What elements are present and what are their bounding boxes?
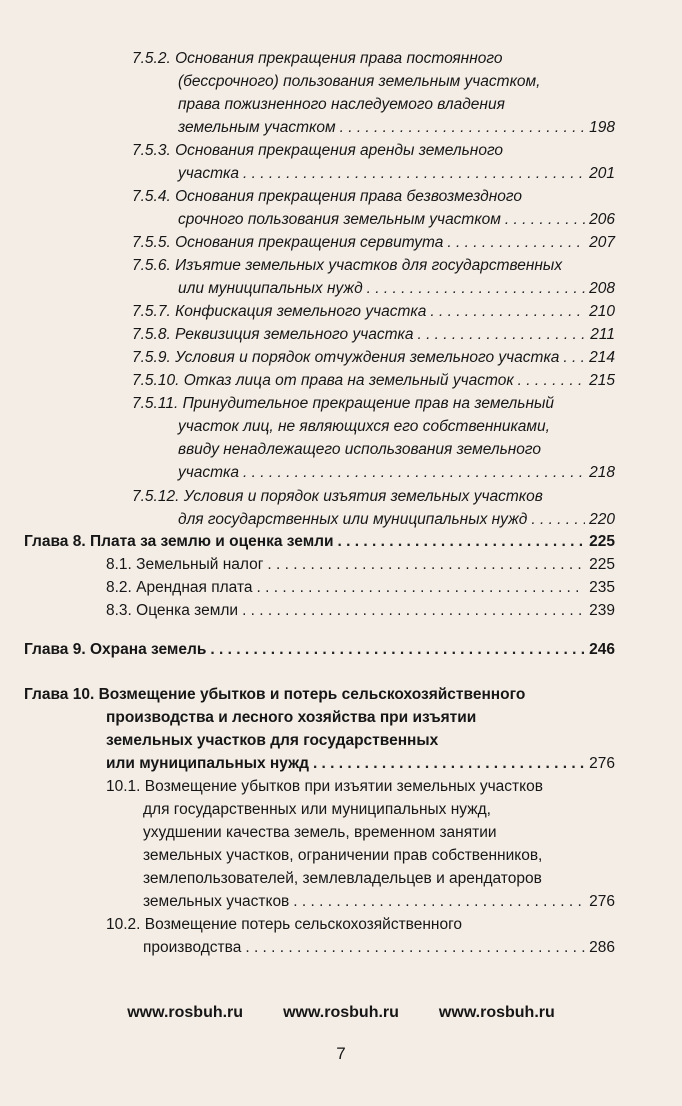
page-ref: 246 [589,641,615,658]
toc-item-text: (бессрочного) пользования земельным участком, [178,73,541,90]
toc-item-number: 7.5.5. [132,234,171,251]
toc-item-last-line [178,278,615,300]
page-ref: 276 [589,893,615,910]
toc-chapter-8 [24,531,615,553]
toc-item-8-2 [106,577,615,599]
toc-item-number: 7.5.9. [132,349,171,366]
page-ref: 210 [589,303,615,320]
page-ref: 225 [589,533,615,550]
leader-dots [505,209,585,231]
chapter-title-last-line [106,753,615,775]
leader-dots [531,509,585,531]
leader-dots [243,163,585,185]
toc-item-last-line [143,891,615,913]
toc-item-8-1 [106,554,615,576]
toc-item-text: Реквизиция земельного участка [175,326,414,343]
toc-item-text: ввиду ненадлежащего использования земельного [178,441,541,458]
leader-dots [340,117,586,139]
leader-dots [417,324,586,346]
toc-item-last-line [178,509,615,531]
toc-item-line [143,868,542,890]
chapter-title: земельных участков для государственных [106,732,439,749]
toc-item-line [143,822,497,844]
toc-item-7-5-7 [132,301,615,323]
toc-item-7-5-8 [132,324,615,346]
chapter-title: Глава 9. Охрана земель [24,641,207,658]
chapter-title: Глава 10. Возмещение убытков и потерь сельскохозяйственного [24,686,526,703]
toc-item-text: 10.2. Возмещение потерь сельскохозяйственного [106,916,463,933]
page-ref: 208 [589,280,615,297]
toc-item-last-line [143,937,615,959]
toc-item-last-line [178,462,615,484]
toc-item-number: 7.5.4. [132,188,171,205]
chapter-title-line [106,730,438,752]
toc-item-text: Условия и порядок изъятия земельных участков [183,488,543,505]
toc-item-text: или муниципальных нужд [178,280,363,297]
toc-item-number: 7.5.7. [132,303,171,320]
toc-item-text: Основания прекращения аренды земельного [175,142,504,159]
toc-item-last-line [178,209,615,231]
leader-dots [430,301,585,323]
toc-item-number: 7.5.2. [132,50,171,67]
toc-item-8-3 [106,600,615,622]
toc-item-number: 7.5.6. [132,257,171,274]
toc-item-text: землепользователей, землевладельцев и арендаторов [143,870,542,887]
toc-item-text: права пожизненного наследуемого владения [178,96,505,113]
page-ref: 215 [589,372,615,389]
page-ref: 214 [589,349,615,366]
toc-item-7-5-4 [132,186,522,208]
toc-item-7-5-11 [132,393,554,415]
page-ref: 198 [589,119,615,136]
page-ref: 220 [589,511,615,528]
leader-dots [313,753,585,775]
toc-item-text: земельным участком [178,119,336,136]
toc-item-line [178,71,540,93]
toc-item-text: Основания прекращения сервитута [175,234,444,251]
toc-item-number: 7.5.12. [132,488,180,505]
toc-item-text: для государственных или муниципальных нужд [178,511,528,528]
toc-chapter-10 [24,684,525,706]
toc-item-line [178,439,541,461]
toc-item-text: Принудительное прекращение прав на земельный [182,395,555,412]
toc-item-text: участок лиц, не являющихся его собственниками, [178,418,550,435]
toc-item-text: земельных участков, ограничении прав собственников, [143,847,543,864]
toc-item-text: 10.1. Возмещение убытков при изъятии земельных участков [106,778,543,795]
leader-dots [245,937,585,959]
page-ref: 276 [589,755,615,772]
leader-dots [338,531,586,553]
page-ref: 239 [589,602,615,619]
toc-item-text: участка [178,165,239,182]
page-number: 7 [336,1044,346,1063]
toc-item-7-5-5 [132,232,615,254]
leader-dots [293,891,585,913]
toc-item-text: Отказ лица от права на земельный участок [183,372,514,389]
leader-dots [447,232,585,254]
chapter-title: Глава 8. Плата за землю и оценка земли [24,533,334,550]
toc-item-number: 7.5.11. [132,395,179,412]
leader-dots [243,462,585,484]
toc-item-7-5-6 [132,255,562,277]
page-ref: 225 [589,556,615,573]
leader-dots [367,278,585,300]
page-ref: 201 [589,165,615,182]
toc-item-line [178,416,550,438]
toc-item-text: Изъятие земельных участков для государственных [175,257,563,274]
chapter-title-line [106,707,476,729]
page-ref: 211 [590,326,615,343]
footer-links [0,1004,682,1022]
page-ref: 286 [589,939,615,956]
toc-item-text: Основания прекращения права постоянного [175,50,503,67]
toc-item-7-5-9 [132,347,615,369]
toc-item-last-line [178,163,615,185]
toc-item-number: 7.5.3. [132,142,171,159]
toc-item-line [143,845,542,867]
page-ref: 206 [589,211,615,228]
toc-item-text: Основания прекращения права безвозмездного [175,188,522,205]
page-ref: 218 [589,464,615,481]
page-ref: 207 [589,234,615,251]
footer-link[interactable]: www.rosbuh.ru [283,1004,399,1021]
toc-chapter-9 [24,639,615,661]
toc-item-7-5-12 [132,486,543,508]
toc-item-text: Конфискация земельного участка [175,303,427,320]
toc-item-10-1 [106,776,543,798]
leader-dots [267,554,585,576]
leader-dots [242,600,585,622]
toc-item-7-5-2 [132,48,502,70]
toc-item-10-2 [106,914,462,936]
leader-dots [518,370,585,392]
page-ref: 235 [589,579,615,596]
leader-dots [563,347,585,369]
toc-item-text: ухудшении качества земель, временном занятии [143,824,497,841]
chapter-title: или муниципальных нужд [106,755,309,772]
footer-link[interactable]: www.rosbuh.ru [127,1004,244,1021]
toc-item-line [143,799,491,821]
leader-dots [257,577,586,599]
leader-dots [210,639,585,661]
toc-item-text: земельных участков [143,893,290,910]
toc-item-line [178,94,505,116]
toc-item-text: Условия и порядок отчуждения земельного участка [175,349,560,366]
toc-item-text: 8.1. Земельный налог [106,556,264,573]
toc-item-text: участка [178,464,239,481]
toc-item-text: срочного пользования земельным участком [178,211,501,228]
toc-item-text: 8.2. Арендная плата [106,579,253,596]
toc-item-last-line [178,117,615,139]
toc-item-text: производства [143,939,242,956]
toc-item-7-5-10 [132,370,615,392]
footer-link[interactable]: www.rosbuh.ru [438,1004,555,1021]
toc-item-number: 7.5.10. [132,372,180,389]
toc-item-text: для государственных или муниципальных нужд, [143,801,491,818]
chapter-title: производства и лесного хозяйства при изъятии [106,709,477,726]
toc-item-7-5-3 [132,140,503,162]
toc-item-text: 8.3. Оценка земли [106,602,239,619]
toc-item-number: 7.5.8. [132,326,171,343]
